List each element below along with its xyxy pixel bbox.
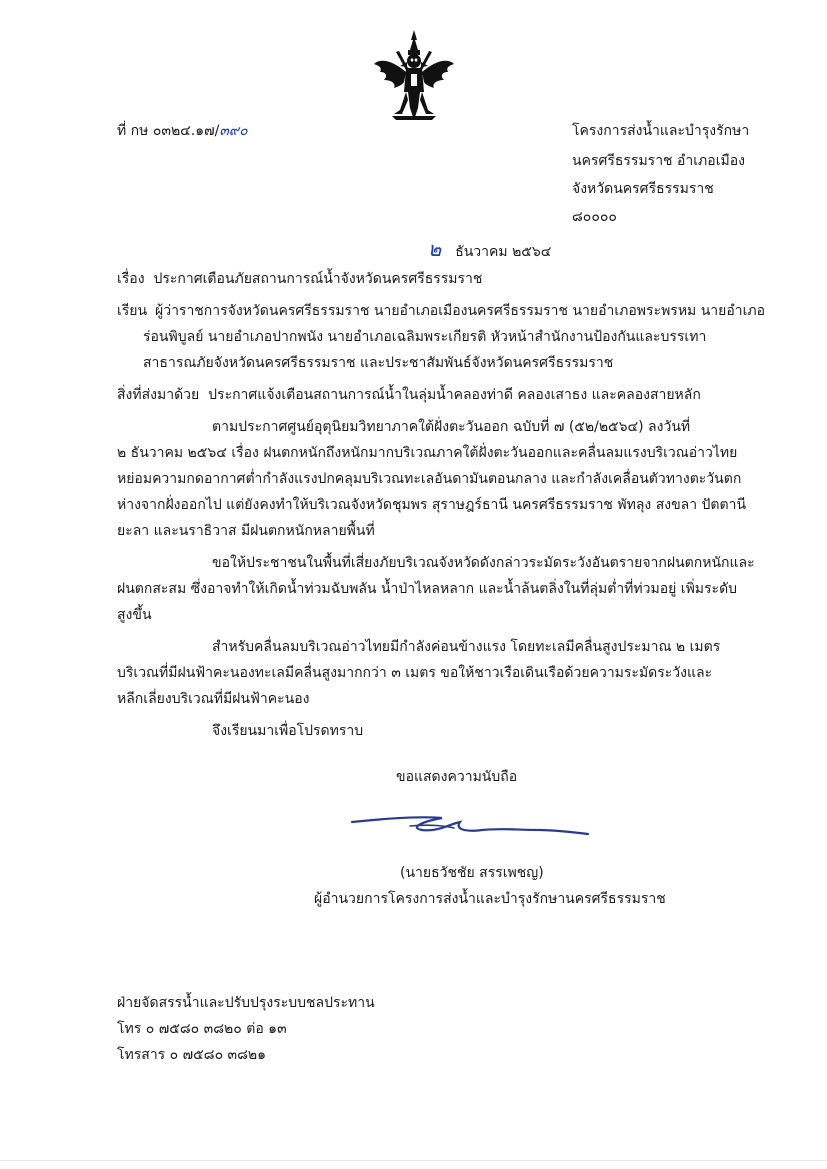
subject-label: เรื่อง bbox=[117, 271, 145, 287]
paragraph-3-line-2: บริเวณที่มีฝนฟ้าคะนองทะเลมีคลื่นสูงมากกว่า ๓ เมตร ขอให้ชาวเรือเดินเรือด้วยความระมัดระวังและ bbox=[117, 665, 713, 681]
signer-name: (นายธวัชชัย สรรเพชญ) bbox=[400, 865, 544, 881]
paragraph-1-line-5: ยะลา และนราธิวาส มีฝนตกหนักหลายพื้นที่ bbox=[117, 523, 375, 539]
enclosure-line bbox=[117, 384, 701, 406]
enclosure-label: สิ่งที่ส่งมาด้วย bbox=[117, 387, 200, 403]
enclosure-text: ประกาศแจ้งเตือนสถานการณ์น้ำในลุ่มน้ำคลองท่าดี คลองเสาธง และคลองสายหลัก bbox=[208, 387, 701, 403]
reference-number bbox=[117, 120, 248, 142]
paragraph-2-line-1: ขอให้ประชาชนในพื้นที่เสี่ยงภัยบริเวณจังหวัดดังกล่าวระมัดระวังอันตรายจากฝนตกหนักและ bbox=[212, 555, 755, 571]
paragraph-1-line-2: ๒ ธันวาคม ๒๕๖๔ เรื่อง ฝนตกหนักถึงหนักมากบริเวณภาคใต้ฝั่งตะวันออกและคลื่นลมแรงบริเวณอ่าวไทย bbox=[117, 445, 738, 461]
paragraph-1-line-3: หย่อมความกดอากาศต่ำกำลังแรงปกคลุมบริเวณทะเลอันดามันตอนกลาง และกำลังเคลื่อนตัวทางตะวันตก bbox=[117, 471, 742, 487]
recipient-label: เรียน bbox=[117, 303, 148, 319]
footer-phone: โทร ๐ ๗๕๘๐ ๓๘๒๐ ต่อ ๑๓ bbox=[117, 1021, 287, 1037]
recipient-line-1: ผู้ว่าราชการจังหวัดนครศรีธรรมราช นายอำเภอเมืองนครศรีธรรมราช นายอำเภอพระพรหม นายอำเภอ bbox=[155, 303, 766, 319]
signer-title: ผู้อำนวยการโครงการส่งน้ำและบำรุงรักษานครศรีธรรมราช bbox=[314, 891, 666, 907]
paragraph-1-line-4: ห่างจากฝั่งออกไป แต่ยังคงทำให้บริเวณจังหวัดชุมพร สุราษฎร์ธานี นครศรีธรรมราช พัทลุง สงขลา ปัตตานี bbox=[117, 497, 747, 513]
paragraph-3-line-1: สำหรับคลื่นลมบริเวณอ่าวไทยมีกำลังค่อนข้างแรง โดยทะเลมีคลื่นสูงประมาณ ๒ เมตร bbox=[212, 639, 721, 655]
subject-line bbox=[117, 268, 482, 290]
paragraph-3-line-3: หลีกเลี่ยงบริเวณที่มีฝนฟ้าคะนอง bbox=[117, 691, 310, 707]
sender-address-line-3: จังหวัดนครศรีธรรมราช bbox=[572, 181, 714, 197]
sender-address-line-1: โครงการส่งน้ำและบำรุงรักษา bbox=[572, 123, 750, 139]
paragraph-2-line-2: ฝนตกสะสม ซึ่งอาจทำให้เกิดน้ำท่วมฉับพลัน น้ำป่าไหลหลาก และน้ำล้นตลิ่งในที่ลุ่มต่ำที่ท่วมอยู่ เพิ่มระดับ bbox=[117, 581, 738, 597]
sender-postal-code: ๘๐๐๐๐ bbox=[572, 209, 617, 225]
date-day-handwritten: ๒ bbox=[428, 237, 442, 261]
footer-fax: โทรสาร ๐ ๗๕๘๐ ๓๘๒๑ bbox=[117, 1047, 267, 1063]
reference-prefix: ที่ กษ ๐๓๒๔.๑๗/ bbox=[117, 123, 220, 139]
handwritten-signature bbox=[350, 808, 590, 848]
garuda-emblem-icon bbox=[372, 30, 456, 126]
scan-edge-divider bbox=[0, 1160, 827, 1161]
regards-line: ขอแสดงความนับถือ bbox=[396, 769, 518, 785]
closing-sentence: จึงเรียนมาเพื่อโปรดทราบ bbox=[212, 723, 364, 739]
recipient-line-3: สาธารณภัยจังหวัดนครศรีธรรมราช และประชาสัมพันธ์จังหวัดนครศรีธรรมราช bbox=[143, 355, 614, 371]
date-month-year: ธันวาคม ๒๕๖๔ bbox=[455, 244, 552, 260]
paragraph-1-line-1: ตามประกาศศูนย์อุตุนิยมวิทยาภาคใต้ฝั่งตะวันออก ฉบับที่ ๗ (๕๒/๒๕๖๔) ลงวันที่ bbox=[212, 419, 691, 435]
letter-date bbox=[428, 233, 551, 265]
footer-department: ฝ่ายจัดสรรน้ำและปรับปรุงระบบชลประทาน bbox=[117, 995, 375, 1011]
subject-text: ประกาศเตือนภัยสถานการณ์น้ำจังหวัดนครศรีธรรมราช bbox=[153, 271, 483, 287]
recipient-line-2: ร่อนพิบูลย์ นายอำเภอปากพนัง นายอำเภอเฉลิมพระเกียรติ หัวหน้าสำนักงานป้องกันและบรรเทา bbox=[143, 329, 707, 345]
reference-handwritten-number: ๓๙๐ bbox=[219, 123, 248, 139]
sender-address-line-2: นครศรีธรรมราช อำเภอเมือง bbox=[572, 153, 745, 169]
paragraph-2-line-3: สูงขึ้น bbox=[117, 607, 152, 623]
